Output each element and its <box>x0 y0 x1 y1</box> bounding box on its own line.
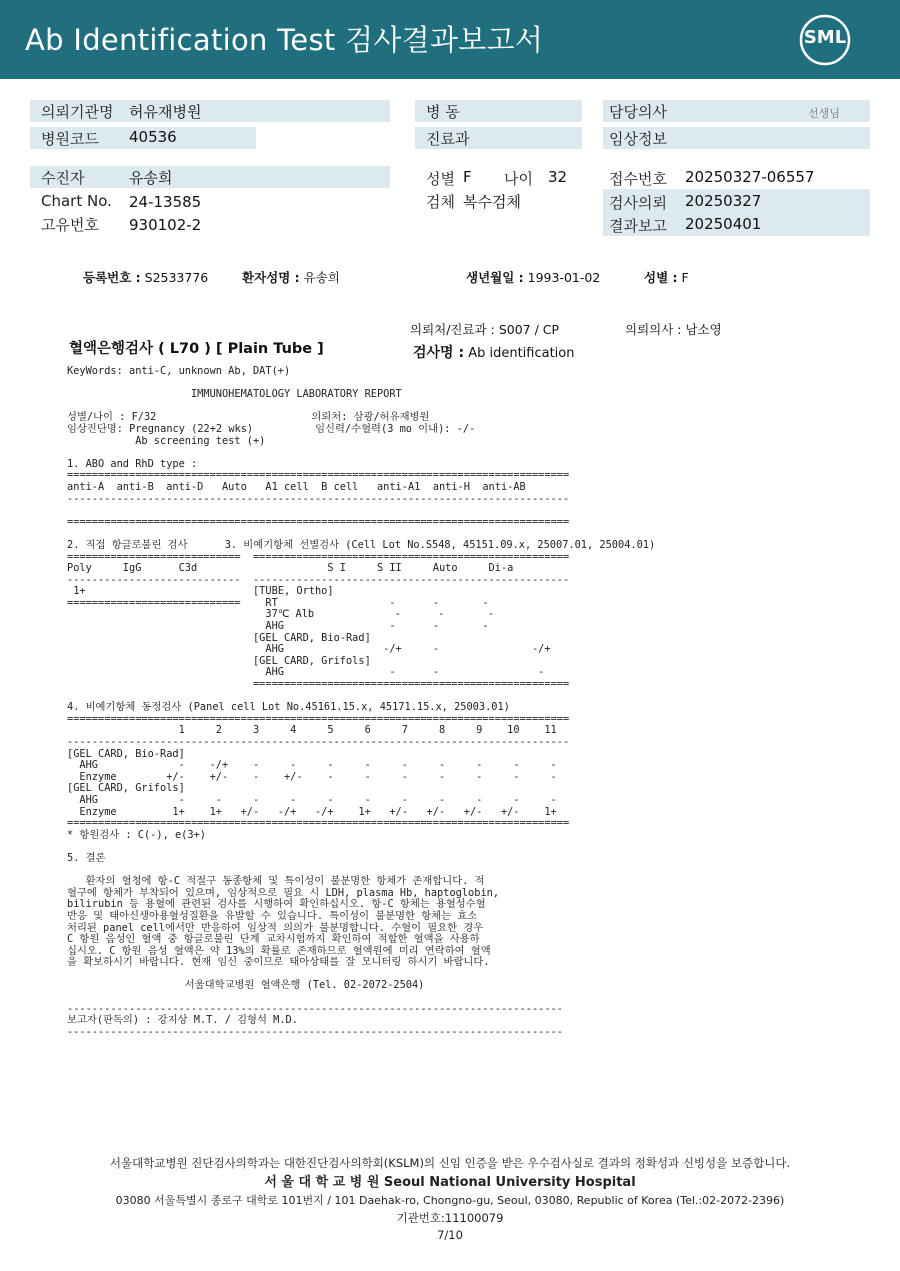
age-label: 나이 <box>504 170 533 188</box>
specimen-value: 복수검체 <box>463 193 521 211</box>
test-title: 혈액은행검사 ( L70 ) [ Plain Tube ] <box>69 341 324 357</box>
dept-label: 진료과 <box>426 130 470 148</box>
code-value: 40536 <box>129 128 177 146</box>
sex-label: 성별 <box>426 170 455 188</box>
page-number: 7/10 <box>437 1228 463 1242</box>
reg-sex: 성별 : F <box>644 270 689 285</box>
ward-label: 병 동 <box>426 103 460 121</box>
logo-text: SML <box>803 27 847 48</box>
report-title: Ab Identification Test 검사결과보고서 <box>25 23 544 57</box>
receipt-label: 접수번호 <box>609 170 667 188</box>
code-label: 병원코드 <box>41 130 99 148</box>
reg-no: 등록번호 : S2533776 <box>83 270 209 285</box>
test-name: 검사명 : Ab identification <box>413 345 575 361</box>
patient-value: 유송희 <box>129 169 173 187</box>
specimen-label: 검체 <box>426 193 455 211</box>
lab-report-text: KeyWords: anti-C, unknown Ab, DAT(+) IMMUNOHEMATOLOGY LABORATORY REPORT 성별/나이 : F/32 의뢰처: 삼광/허유재병원 임상진단명: Pregnancy (22+2 wks) 임신력/수혈력(3 mo 이내): -/- Ab screening test (+) 1. ABO and RhD type : ================================================================================= anti-A anti-B anti-D Auto A1 cell B cell anti-A1 anti-H anti-AB --------------------------------------------------------------------------------- ================================================================================= 2. 직접 항글로불린 검사 3. 비예기항체 선별검사 (Cell Lot No.S548, 45151.09.x, 25007.01, 25004.01) ============================ =================================================== Poly IgG C3d S I S II Auto Di-a ---------------------------- --------------------------------------------------- 1+ [TUBE, Ortho] ============================ RT - - - 37℃ Alb - - - AHG - - - [GEL CARD, Bio-Rad] AHG -/+ - -/+ [GEL CARD, Grifols] AHG - - - =================================================== 4. 비예기항체 동정검사 (Panel cell Lot No.45161.15.x, 45171.15.x, 25003.01) ================================================================================= 1 2 3 4 5 6 7 8 9 10 11 --------------------------------------------------------------------------------- [GEL CARD, Bio-Rad] AHG - -/+ - - - - - - - - - Enzyme +/- +/- - +/- - - - - - - - [GEL CARD, Grifols] AHG - - - - - - - - - - - Enzyme 1+ 1+ +/- -/+ -/+ 1+ +/- +/- +/- +/- 1+ ================================================================================= * 항원검사 : C(-), e(3+) 5. 결론 환자의 혈청에 항-C 적절구 동종항체 및 특이성이 불분명한 항체가 존재합니다. 적 혈구에 항체가 부착되어 있으며, 임상적으로 필요 시 LDH, plasma Hb, haptoglobin, bilirubin 등 용혈에 관련된 검사를 시행하여 확인하십시오. 항-C 항체는 용혈성수혈 반응 및 태아신생아용혈성질환을 유발할 수 있습니다. 특이성이 불분명한 항체는 효소 처리된 panel cell에서만 반응하여 임상적 의의가 불분명합니다. 수혈이 필요한 경우 C 항원 음성인 혈액 중 항글로불린 단계 교차시험까지 확인하여 적합한 혈액을 사용하 십시오. C 항원 음성 혈액은 약 13%의 확률로 존재하므로 혈액원에 미리 연락하여 혈액 을 확보하시기 바랍니다. 현재 임신 중이므로 태아상태를 잘 모니터링 하시기 바랍니다. 서울대학교병원 혈액은행 (Tel. 02-2072-2504) -------------------------------------------------------------------------------- 보고자(판독의) : 강지상 M.T. / 김형석 M.D. -------------------------------------------------------------------------------- <box>67 365 656 1038</box>
request-label: 검사의뢰 <box>609 194 667 212</box>
footer-institution-no: 기관번호:11100079 <box>396 1211 504 1225</box>
report-date-value: 20250401 <box>685 215 762 233</box>
sex-value: F <box>463 168 472 186</box>
age-value: 32 <box>548 168 568 186</box>
footer-hospital: 서 울 대 학 교 병 원 Seoul National University Hospital <box>264 1175 636 1190</box>
uid-value: 930102-2 <box>129 216 202 234</box>
clinical-label: 임상정보 <box>609 130 667 148</box>
org-value: 허유재병원 <box>129 103 202 121</box>
chart-label: Chart No. <box>41 192 112 210</box>
uid-label: 고유번호 <box>41 216 99 234</box>
request-value: 20250327 <box>685 192 762 210</box>
physician-line: 의뢰의사 : 남소영 <box>625 322 722 337</box>
chart-value: 24-13585 <box>129 193 202 211</box>
footer-address: 03080 서울특별시 종로구 대학로 101번지 / 101 Daehak-ro, Chongno-gu, Seoul, 03080, Republic of Korea (Tel.:02-2072-2396) <box>115 1194 785 1207</box>
org-label: 의뢰기관명 <box>41 103 114 121</box>
dob: 생년월일 : 1993-01-02 <box>466 270 601 285</box>
patient-label: 수진자 <box>41 169 85 187</box>
receipt-value: 20250327-06557 <box>685 168 815 186</box>
doctor-suffix: 선생님 <box>808 107 840 120</box>
report-header <box>0 0 900 79</box>
footer-certification: 서울대학교병원 진단검사의학과는 대한진단검사의학회(KSLM)의 신임 인증을 받은 우수검사실로 결과의 정확성과 신빙성을 보증합니다. <box>109 1156 791 1170</box>
report-date-label: 결과보고 <box>609 217 667 235</box>
patient-name: 환자성명 : 유송희 <box>242 270 340 285</box>
doctor-label: 담당의사 <box>609 103 667 121</box>
dept-line: 의뢰처/진료과 : S007 / CP <box>410 322 560 337</box>
